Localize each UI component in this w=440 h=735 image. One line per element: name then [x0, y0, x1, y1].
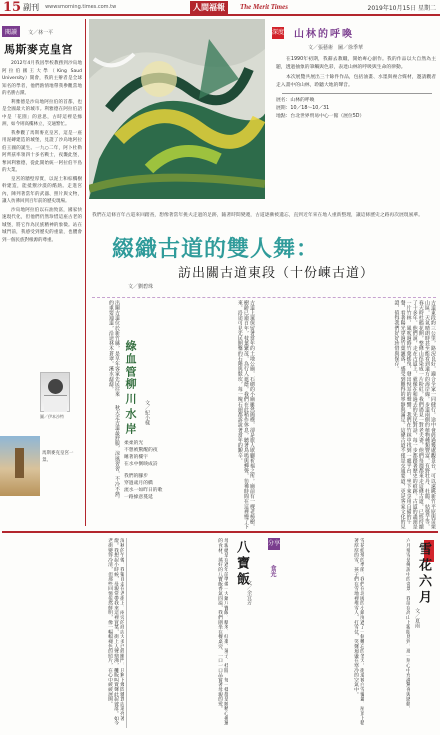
intro-tag: 深度 — [272, 27, 284, 39]
article-column: 出關古道位於新竹縣，是早年客家先民往來的重要通道，沿途林木蒼翠，溪水潺潺。 — [107, 300, 120, 397]
article-author: 文／劉碧珠 — [128, 284, 154, 290]
column-divider — [85, 19, 86, 526]
masthead — [0, 0, 440, 16]
divider — [282, 93, 432, 94]
paragraph: 本次展覽共展出三十餘件作品，包括油畫、水墨與複合媒材，邀請觀者走入畫中的山林，聆聽大地的聲音。 — [276, 75, 436, 88]
left-byline: 文／林一平 — [28, 30, 54, 36]
exhibit-name: 展名：山林的呼喚 — [276, 98, 315, 103]
portrait-caption: 圖／伊本沙特 — [40, 414, 64, 419]
left-article-title: 馬斯麥克皇宮 — [4, 43, 73, 56]
portrait-head — [48, 379, 63, 394]
page-number: 15 — [3, 0, 22, 15]
bottom-article-column: 母親總是在過年前準備一大鍋八寶飯，糯米、紅棗、蓮子、桂圓，每一樣都是她精心挑選的食材。蒸好的八寶飯香氣四溢，我們圍坐在餐桌旁，一口一口品嘗著母親的愛。 — [217, 538, 228, 726]
article-column: 古道東段約三公里，路況良好，適合全家一同健行。途中會經過幾處觀景台，可以遠眺新竹平原與苗栗山區，天氣晴朗時甚至能看到遠方的海岸線。步道兩側的植物種類豐富，有野牡丹、杜鵑、姑婆芋等，春天時杜鵑花開，整條山徑染成一片粉紅。我們遇見一對老夫妻，他們每週都來走這條古道，已經持續了十多年。他們說，走在古道上，就像在和過去的先民對話，每一步都踏著歷史的痕跡。古道的盡頭是一片竹林，風吹過時竹葉搖曳，發出悅耳的聲響。我們在竹林中找到一處平台，坐下來享用自備的午餐，看著陽光穿過竹葉灑落，感受到難得的寧靜與滿足。這條古道不僅是交通要道，更是客家文化的見證，值得我們好好珍惜與保存。 — [393, 300, 436, 530]
paragraph: 2012年4月我因學校教務到沙烏地阿拉伯國王大學（King Saud University）開會，我的主辦者是全球知名的學者，他們熱情地帶我參觀當地的名勝古蹟。 — [2, 61, 82, 96]
newspaper-logo-en: The Merit Times — [240, 3, 288, 11]
paragraph: 在1990年初期，我辭去教職，開始專心創作。我的作品以大自然為主題，透過抽象的筆觸與色彩，表達山林的呼吸與生命的律動。 — [276, 57, 436, 70]
left-tag: 閱讀 — [2, 26, 20, 37]
section-name: 副刊 — [23, 2, 40, 12]
section-divider — [2, 531, 438, 533]
poem-line: 流水一如昨日的歌 — [124, 488, 163, 493]
snow-article-byline: 文／夏雨 — [414, 608, 420, 628]
snow-article-title: 雪花六月 — [416, 542, 431, 606]
newspaper-logo: 人間福報 — [190, 1, 228, 14]
article-lead: 我們在這條百年古道來回踏查，想像著當年挑夫走過的足跡，隨著時間變遷，古道逐漸被遺忘，直到近年來在地人重新整理，讓這條歷史之路再次展現風華。 — [92, 213, 423, 218]
column-divider — [126, 538, 127, 728]
paragraph: 利雅德是沙烏地阿拉伯的首都，也是全國最大的城市。利雅德在阿拉伯語中是「花園」的意思，古時這裡是綠洲，如今則高樓林立，交通繁忙。 — [2, 99, 82, 127]
exhibit-venue: 地點：台北世界貿易中心一館（展位5D） — [276, 114, 365, 119]
bottom-article-column: 深秋的午後，我獨自走在老街上，兩旁的商店大多已經關門，只剩下幾間雜貨店還亮著燈。我想起小時候，母親常帶我來這裡買菜，街上人聲鼎沸，攤販叫賣聲此起彼落。如今老街變得冷清，但那些回憶依然鮮明，像一幅幅褪色的照片，在心中緩緩展開。 — [107, 538, 124, 726]
poem-line: 穿過歲月的橋 — [124, 481, 153, 486]
left-article-body — [2, 60, 82, 244]
poem-title: 綠血管 — [124, 340, 137, 379]
exhibit-dates: 展期：10／18～10／31 — [276, 106, 330, 111]
article-subhead: 訪出關古道東段（十份崠古道） — [178, 266, 375, 281]
paragraph: 我參觀了馬斯麥克皇宮，這是一座用泥磚建造的城堡，見證了沙烏地阿拉伯王國的誕生。一九○二年，阿卜杜勒阿齊茲率領四十多名戰士，夜襲此堡，奪回利雅德，從此開始統一阿拉伯半島的大業。 — [2, 130, 82, 173]
dashed-divider — [92, 297, 436, 298]
exhibit-intro — [272, 19, 438, 204]
poem-line: 在水中倒映成詩 — [124, 462, 158, 467]
bottom-article-title: 八寶飯 — [234, 540, 249, 588]
poem-line: 不想被驚醒的夜 — [124, 448, 158, 453]
article-headline: 綴織古道的雙人舞： — [112, 236, 320, 262]
poem-byline: 文／紀小樣 — [144, 400, 150, 425]
desert-caption: 馬斯麥克皇宮一景。 — [42, 451, 74, 463]
bottom-article-column: 雪花紛飛的季節，我們在北國的小鎮度過了一個難忘的冬天。街道被白雪覆蓋，屋頂上積著厚厚的雪，孩子們在雪地裡堆雪人、打雪仗，笑聲迴盪在寒冷的空氣中。 — [353, 538, 364, 726]
portrait-photo — [40, 372, 70, 412]
poem-line: 睡著的樓宇 — [124, 455, 148, 460]
poem-body — [124, 440, 182, 501]
site-url[interactable]: wwwsmorning.times.com.tw — [45, 4, 117, 10]
poem-line: 一路綠意蔓延 — [124, 495, 153, 500]
poem-line: 我們的腳步 — [124, 474, 148, 479]
article-column: 秋天走古道最舒服，涼風習習，不冷不熱。 — [114, 405, 120, 502]
article-column: 古道上還保留著當年的土地公廟，石砌的小廟雖然簡樸，卻是旅人歇腳祈福之所。廟前有一棵老樟樹，樹齡已逾百年，枝葉繁茂，為行人遮蔭。我們在此稍作休息，聽著鳥鳴與蟬聲，彷彿時間在這裡慢了下來。沿途可見先民開鑿的石階與駁坎，每一塊石頭都訴說著當年的艱辛。 — [236, 300, 255, 530]
poem-subtitle: 柳川水岸 — [124, 378, 137, 438]
intro-byline: 文／張藝術 圖／徐季華 — [308, 45, 364, 51]
issue-date: 2019年10月15日 星期二 — [367, 5, 436, 12]
intro-title: 山林的呼喚 — [294, 29, 354, 40]
paragraph: 皇宮的牆壁厚實，以泥土和棕櫚樹幹建造，能抵禦沙漠的酷熱。走進宮內，陳列著當年的武器、照片與文物，讓人彷彿回到百年前的歷史現場。 — [2, 176, 82, 204]
poem-line: 柔柔的光 — [124, 441, 144, 446]
bottom-tag: 分享 — [268, 538, 280, 550]
bottom-article-byline: 文／余宜芳 — [246, 580, 252, 605]
portrait-robe — [44, 395, 67, 412]
bottom-tag-sub: 食光 — [269, 565, 276, 577]
desert-photo — [0, 436, 40, 496]
abstract-painting — [89, 19, 265, 199]
fort-tower — [15, 448, 24, 478]
snow-article-body: 六月飛雪是傳說中的奇景，我卻在高山上親眼見到，那一刻心中充滿驚喜與感動。 — [405, 538, 410, 711]
snow-article — [366, 538, 436, 728]
intro-body — [276, 56, 436, 121]
paragraph: 沙烏地阿拉伯以石油致富，國家快速現代化，但他們仍然珍惜這座古老的城堡，將它作為民族精神的象徵。站在城門前，我感受到歷史的重量，也體會到一個民族對根源的尊重。 — [2, 207, 82, 243]
